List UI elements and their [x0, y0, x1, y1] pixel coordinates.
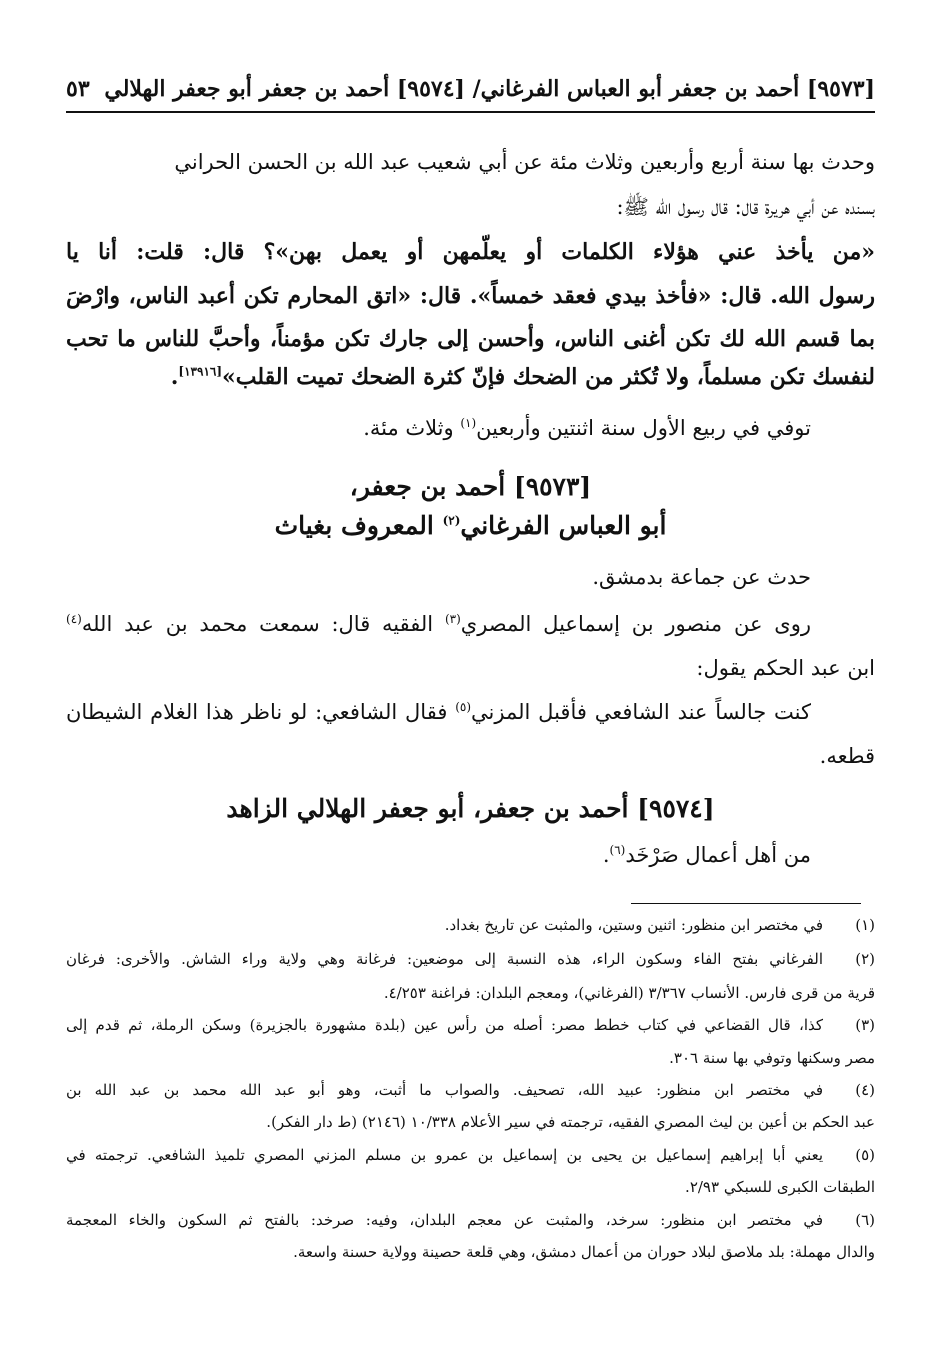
body-line-4 — [66, 612, 811, 637]
entry-title: [٩٥٧٤] أحمد بن جعفر، أبو جعفر الهلالي الزاهد — [226, 794, 715, 823]
body-text: من أهل أعمال صَرْخَد — [625, 843, 811, 867]
footnote-text: كذا، قال القضاعي في كتاب خطط مصر: أصله من رأس عين (بلدة مشهورة بالجزيرة) وسكن الرملة، ثم قدم إلى — [66, 1016, 823, 1034]
footnote-2 — [66, 950, 875, 972]
body-text: وحدث بها سنة أربع وأربعين وثلاث مئة عن أبي شعيب عبد الله بن الحسن الحراني — [174, 150, 875, 174]
footnote-text: في مختصر ابن منظور: اثنين وستين، والمثبت عن تاريخ بغداد. — [444, 916, 823, 934]
body-text: فقال الشافعي: لو ناظر هذا الغلام الشيطان — [66, 700, 456, 724]
footnote-1 — [66, 916, 875, 938]
footnote-text: في مختصر ابن منظور: سرخد، والمثبت عن معجم البلدان، وفيه: صرخد: بالفتح ثم السكون والخاء المعجمة — [66, 1211, 823, 1229]
footnote-marker: (٣) — [444, 612, 461, 626]
footnote-number: (٥) — [855, 1146, 875, 1164]
hadith-line-4 — [150, 364, 875, 390]
footnote-5-cont — [66, 1178, 875, 1200]
footnote-6-cont — [66, 1243, 875, 1265]
footnote-3 — [66, 1016, 875, 1038]
entry-subtitle: المعروف بغياث — [274, 511, 443, 540]
footnote-marker: (٢) — [442, 513, 461, 528]
footnote-number: (٢) — [855, 950, 875, 968]
footnote-marker: (١) — [460, 416, 477, 430]
body-line-6 — [66, 700, 811, 725]
hadith-text: بما قسم الله لك تكن أغنى الناس، وأحسن إلى جارك تكن مؤمناً، وأحبَّ للناس ما تحب — [66, 326, 875, 352]
footnote-text: والدال مهملة: بلد ملاصق لبلاد حوران من أعمال دمشق، وهي قلعة حصينة وولاية حسنة واسعة. — [293, 1243, 875, 1261]
body-text: . — [602, 843, 610, 867]
body-text: توفي في ربيع الأول سنة اثنتين وأربعين — [476, 416, 811, 440]
body-line-2 — [66, 195, 875, 220]
body-text: بسنده عن أبي هريرة قال: قال رسول الله ﷺ: — [616, 195, 875, 219]
body-text: قطعه. — [819, 744, 875, 768]
hadith-text: رسول الله. قال: «فأخذ بيدي فعقد خمساً». قال: «اتق المحارم تكن أعبد الناس، وارْضَ — [66, 283, 875, 309]
body-line-3 — [66, 565, 811, 590]
entry-subtitle: أبو العباس الفرغاني — [460, 511, 667, 540]
footnote-number: (٦) — [855, 1211, 875, 1229]
footnote-4-cont — [66, 1113, 875, 1135]
hadith-text: لنفسك تكن مسلماً، ولا تُكثر من الضحك فإنّ كثرة الضحك تميت القلب» — [222, 364, 875, 390]
footnote-number: (٤) — [855, 1081, 875, 1099]
entry-title: [٩٥٧٣] أحمد بن جعفر، — [349, 472, 592, 501]
entry-subheading — [66, 511, 875, 541]
hadith-reference: [١٣٩١٦] — [178, 364, 223, 379]
entry-heading-2 — [66, 794, 875, 824]
body-text: الفقيه قال: سمعت محمد بن عبد الله — [81, 612, 445, 636]
body-text: روى عن منصور بن إسماعيل المصري — [460, 612, 811, 636]
footnote-text: مصر وسكنها وتوفي بها سنة ٣٠٦. — [669, 1049, 875, 1067]
body-line-8 — [66, 843, 811, 868]
body-line-7 — [66, 744, 875, 769]
body-line-death — [66, 416, 811, 441]
body-text: كنت جالساً عند الشافعي فأقبل المزني — [471, 700, 811, 724]
footnote-text: الفرغاني بفتح الفاء وسكون الراء، هذه النسبة إلى موضعين: فرغانة وهي ولاية وراء الشاش. والأخرى: فرغان — [66, 950, 823, 968]
body-line-1 — [66, 150, 875, 175]
footnote-marker: (٦) — [609, 843, 626, 857]
hadith-line-2 — [66, 283, 875, 309]
footnote-5 — [66, 1146, 875, 1168]
footnote-text: يعني أبا إبراهيم إسماعيل بن يحيى بن إسماعيل بن عمرو بن مسلم المزني المصري تلميذ الشافعي. ترجمته في — [66, 1146, 823, 1164]
footnote-text: عبد الحكم بن أعين بن ليث المصري الفقيه، ترجمته في سير الأعلام ١٠/٣٣٨ (٢١٤٦) (ط دار الفكر). — [266, 1113, 875, 1131]
footnote-separator — [631, 903, 861, 904]
body-text: . — [170, 364, 179, 390]
header-rule — [66, 111, 875, 113]
page-number: ٥٣ — [66, 76, 90, 102]
body-line-5 — [66, 656, 875, 681]
footnote-text: الطبقات الكبرى للسبكي ٢/٩٣. — [685, 1178, 875, 1196]
footnote-text: في مختصر ابن منظور: عبيد الله، تصحيف. والصواب ما أثبت، وهو أبو عبد الله محمد بن عبد الله بن — [66, 1081, 823, 1099]
body-text: حدث عن جماعة بدمشق. — [592, 565, 811, 589]
footnote-marker: (٤) — [66, 612, 82, 626]
entry-heading — [66, 472, 875, 502]
footnote-text: قرية من قرى فارس. الأنساب ٣/٣٦٧ (الفرغاني)، ومعجم البلدان: فراغنة ٤/٢٥٣. — [383, 984, 875, 1002]
footnote-4 — [66, 1081, 875, 1103]
running-header — [66, 70, 875, 114]
body-text: ابن عبد الحكم يقول: — [696, 656, 875, 680]
hadith-text: «من يأخذ عني هؤلاء الكلمات أو يعلّمهن أو يعمل بهن»؟ قال: قلت: أنا يا — [66, 239, 875, 265]
footnote-marker: (٥) — [455, 700, 472, 714]
footnote-number: (١) — [855, 916, 875, 934]
running-header-title: [٩٥٧٣] أحمد بن جعفر أبو العباس الفرغاني/ [٩٥٧٤] أحمد بن جعفر أبو جعفر الهلالي — [104, 76, 875, 102]
hadith-line-3 — [66, 326, 875, 352]
body-text: وثلاث مئة. — [363, 416, 461, 440]
footnote-6 — [66, 1211, 875, 1233]
footnote-2-cont — [66, 984, 875, 1006]
footnote-3-cont — [66, 1049, 875, 1071]
footnote-number: (٣) — [855, 1016, 875, 1034]
hadith-line-1 — [66, 239, 875, 265]
